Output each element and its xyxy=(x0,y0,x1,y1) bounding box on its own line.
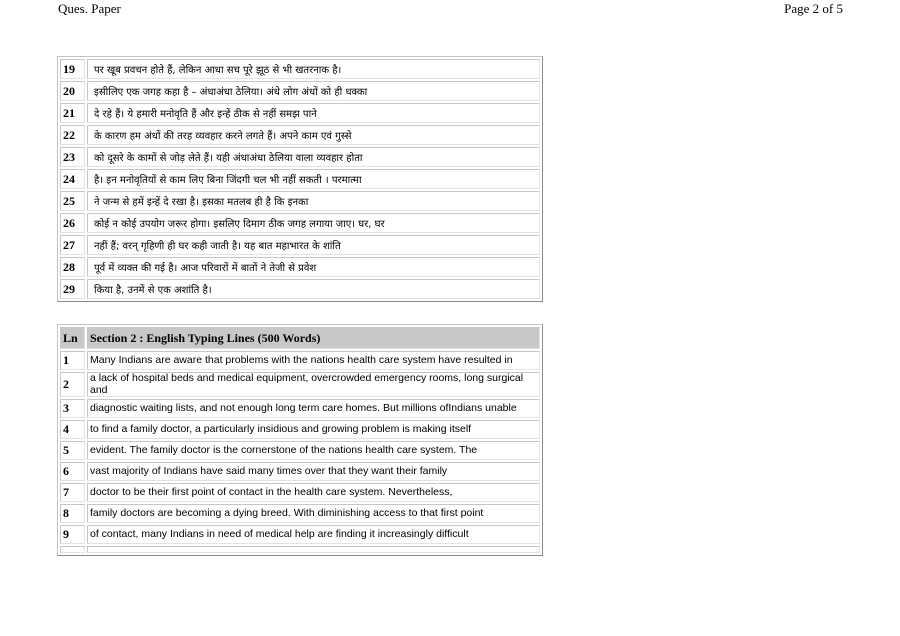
table-row xyxy=(60,504,540,523)
line-text: नहीं हैं; वरन् गृहिणी ही घर कही जाती है। यह बात महाभारत के शांति xyxy=(87,235,540,255)
table-row xyxy=(60,59,540,79)
table-row xyxy=(60,441,540,460)
table-row-partial xyxy=(60,546,540,553)
line-number: 2 xyxy=(60,372,85,397)
line-number: 28 xyxy=(60,257,85,277)
line-number: 4 xyxy=(60,420,85,439)
line-number: 5 xyxy=(60,441,85,460)
table-row xyxy=(60,235,540,255)
table-row xyxy=(60,213,540,233)
line-number: 21 xyxy=(60,103,85,123)
table-row xyxy=(60,81,540,101)
table-row xyxy=(60,420,540,439)
empty-cell xyxy=(60,546,85,553)
table-row xyxy=(60,525,540,544)
line-number: 19 xyxy=(60,59,85,79)
section-title: Section 2 : English Typing Lines (500 Words) xyxy=(87,327,540,349)
table-row xyxy=(60,279,540,299)
english-table-head xyxy=(60,327,540,349)
line-number: 3 xyxy=(60,399,85,418)
line-text: है। इन मनोवृतियों से काम लिए बिना जिंदगी चल भी नहीं सकती । परमात्मा xyxy=(87,169,540,189)
line-number: 25 xyxy=(60,191,85,211)
table-row xyxy=(60,125,540,145)
line-text: पर खूब प्रवचन होते हैं, लेकिन आधा सच पूरे झूठ से भी खतरनाक है। xyxy=(87,59,540,79)
line-text: vast majority of Indians have said many times over that they want their family xyxy=(87,462,540,481)
hindi-lines-body xyxy=(60,59,540,299)
line-number: 1 xyxy=(60,351,85,370)
line-text: evident. The family doctor is the cornerstone of the nations health care system. The xyxy=(87,441,540,460)
table-row xyxy=(60,462,540,481)
line-number: 22 xyxy=(60,125,85,145)
line-text: के कारण हम अंधों की तरह व्यवहार करने लगते हैं। अपने काम एवं गुस्से xyxy=(87,125,540,145)
line-number: 24 xyxy=(60,169,85,189)
line-number: 26 xyxy=(60,213,85,233)
page-number: Page 2 of 5 xyxy=(784,1,843,16)
line-text: family doctors are becoming a dying breed. With diminishing access to that first point xyxy=(87,504,540,523)
table-row xyxy=(60,103,540,123)
line-text: doctor to be their first point of contact in the health care system. Nevertheless, xyxy=(87,483,540,502)
line-text: किया है, उनमें से एक अशांति है। xyxy=(87,279,540,299)
line-number: 27 xyxy=(60,235,85,255)
table-row xyxy=(60,169,540,189)
line-text: पूर्व में व्यक्त की गई है। आज परिवारों में बातों ने तेजी से प्रवेश xyxy=(87,257,540,277)
table-row xyxy=(60,399,540,418)
line-text: Many Indians are aware that problems with the nations health care system have resulted in xyxy=(87,351,540,370)
line-number-column-header: Ln xyxy=(60,327,85,349)
header-left-title: Ques. Paper xyxy=(58,1,121,16)
line-text: ने जन्म से हमें इन्हें दे रखा है। इसका मतलब ही है कि इनका xyxy=(87,191,540,211)
line-number: 29 xyxy=(60,279,85,299)
line-number: 7 xyxy=(60,483,85,502)
line-text: इसीलिए एक जगह कहा है – अंधाअंधा ठेलिया। अंधे लोग अंधों को ही धक्का xyxy=(87,81,540,101)
line-number: 23 xyxy=(60,147,85,167)
line-text: a lack of hospital beds and medical equipment, overcrowded emergency rooms, long surgical and xyxy=(87,372,540,397)
line-text: diagnostic waiting lists, and not enough long term care homes. But millions ofIndians unable xyxy=(87,399,540,418)
line-number: 9 xyxy=(60,525,85,544)
line-text: कोई न कोई उपयोग जरूर होगा। इसलिए दिमाग ठीक जगह लगाया जाए। घर, घर xyxy=(87,213,540,233)
line-text: को दूसरे के कामों से जोड़ लेते हैं। यही अंधाअंधा ठेलिया वाला व्यवहार होता xyxy=(87,147,540,167)
english-header-row xyxy=(60,327,540,349)
line-text: of contact, many Indians in need of medical help are finding it increasingly difficult xyxy=(87,525,540,544)
english-lines-body xyxy=(60,351,540,553)
table-row xyxy=(60,351,540,370)
table-row xyxy=(60,257,540,277)
line-number: 20 xyxy=(60,81,85,101)
table-row xyxy=(60,372,540,397)
line-number: 6 xyxy=(60,462,85,481)
empty-cell xyxy=(87,546,540,553)
table-row xyxy=(60,483,540,502)
table-row xyxy=(60,147,540,167)
table-row xyxy=(60,191,540,211)
line-number: 8 xyxy=(60,504,85,523)
line-text: दे रहे हैं। ये हमारी मनोवृति हैं और इन्हें ठीक से नहीं समझ पाने xyxy=(87,103,540,123)
hindi-lines-table xyxy=(57,56,543,302)
line-text: to find a family doctor, a particularly insidious and growing problem is making itself xyxy=(87,420,540,439)
english-lines-table xyxy=(57,324,543,556)
